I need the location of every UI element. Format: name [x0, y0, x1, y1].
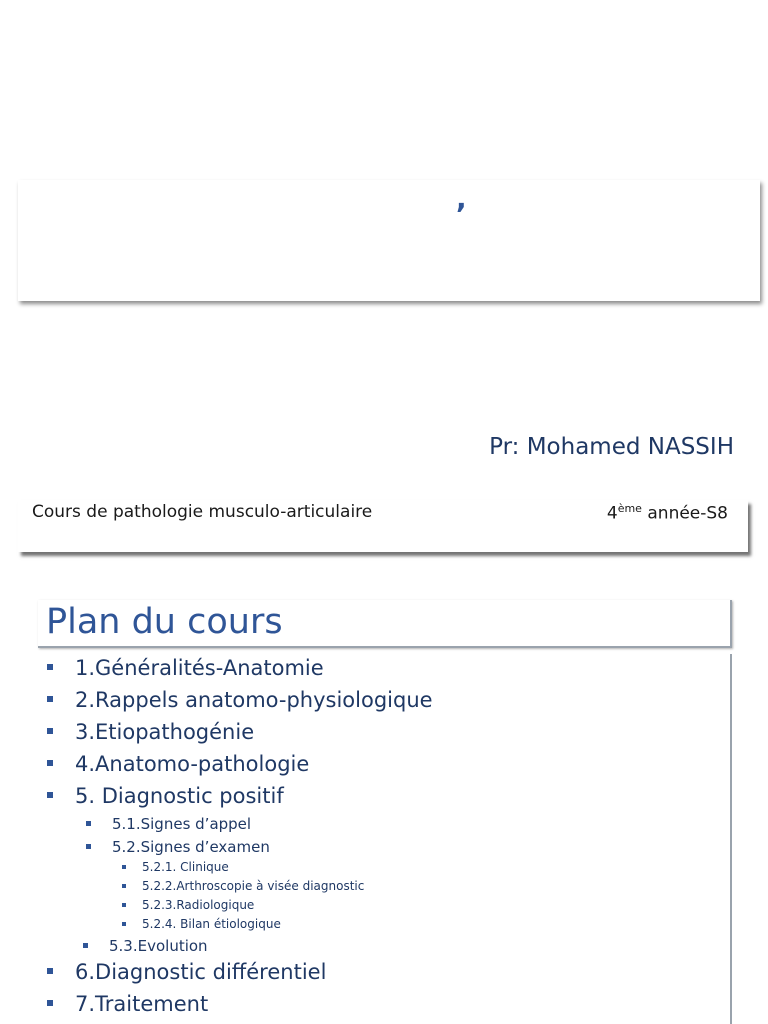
course-footer-bar — [18, 500, 748, 552]
bullet-icon — [122, 922, 126, 926]
bullet-icon — [122, 865, 126, 869]
outline-item: 6.Diagnostic différentiel — [75, 960, 326, 984]
outline-subsubitem: 5.2.4. Bilan étiologique — [142, 917, 281, 931]
outline-subitem: 5.3.Evolution — [109, 937, 208, 955]
outline-subsubitem: 5.2.3.Radiologique — [142, 898, 254, 912]
author-name: Pr: Mohamed NASSIH — [489, 434, 734, 460]
outline-item: 4.Anatomo-pathologie — [75, 752, 309, 776]
bullet-icon — [47, 792, 53, 798]
bullet-icon — [47, 696, 53, 702]
bullet-icon — [86, 844, 91, 849]
outline-item: 3.Etiopathogénie — [75, 720, 254, 744]
plan-title: Plan du cours — [46, 602, 283, 642]
outline-item: 1.Généralités-Anatomie — [75, 656, 324, 680]
bullet-icon — [122, 903, 126, 907]
outline-item: 2.Rappels anatomo-physiologique — [75, 688, 433, 712]
bullet-icon — [47, 760, 53, 766]
title-box — [18, 180, 760, 301]
bullet-icon — [122, 884, 126, 888]
bullet-icon — [83, 943, 88, 948]
course-year — [607, 502, 728, 524]
bullet-icon — [47, 728, 53, 734]
outline-item: 5. Diagnostic positif — [75, 784, 284, 808]
outline-subitem: 5.1.Signes d’appel — [112, 815, 251, 833]
title-comma: , — [456, 182, 467, 215]
outline-subitem: 5.2.Signes d’examen — [112, 838, 270, 856]
outline-subsubitem: 5.2.1. Clinique — [142, 860, 229, 874]
plan-outline — [38, 654, 732, 1024]
bullet-icon — [86, 821, 91, 826]
outline-item: 7.Traitement — [75, 992, 208, 1016]
year-number: 4 — [606, 503, 618, 524]
year-superscript: ème — [617, 502, 642, 515]
course-title: Cours de pathologie musculo-articulaire — [32, 502, 373, 522]
plan-title-box — [38, 600, 732, 648]
bullet-icon — [47, 664, 53, 670]
bullet-icon — [47, 968, 53, 974]
bullet-icon — [47, 1000, 53, 1006]
outline-subsubitem: 5.2.2.Arthroscopie à visée diagnostic — [142, 879, 364, 893]
year-rest: année-S8 — [641, 503, 728, 524]
